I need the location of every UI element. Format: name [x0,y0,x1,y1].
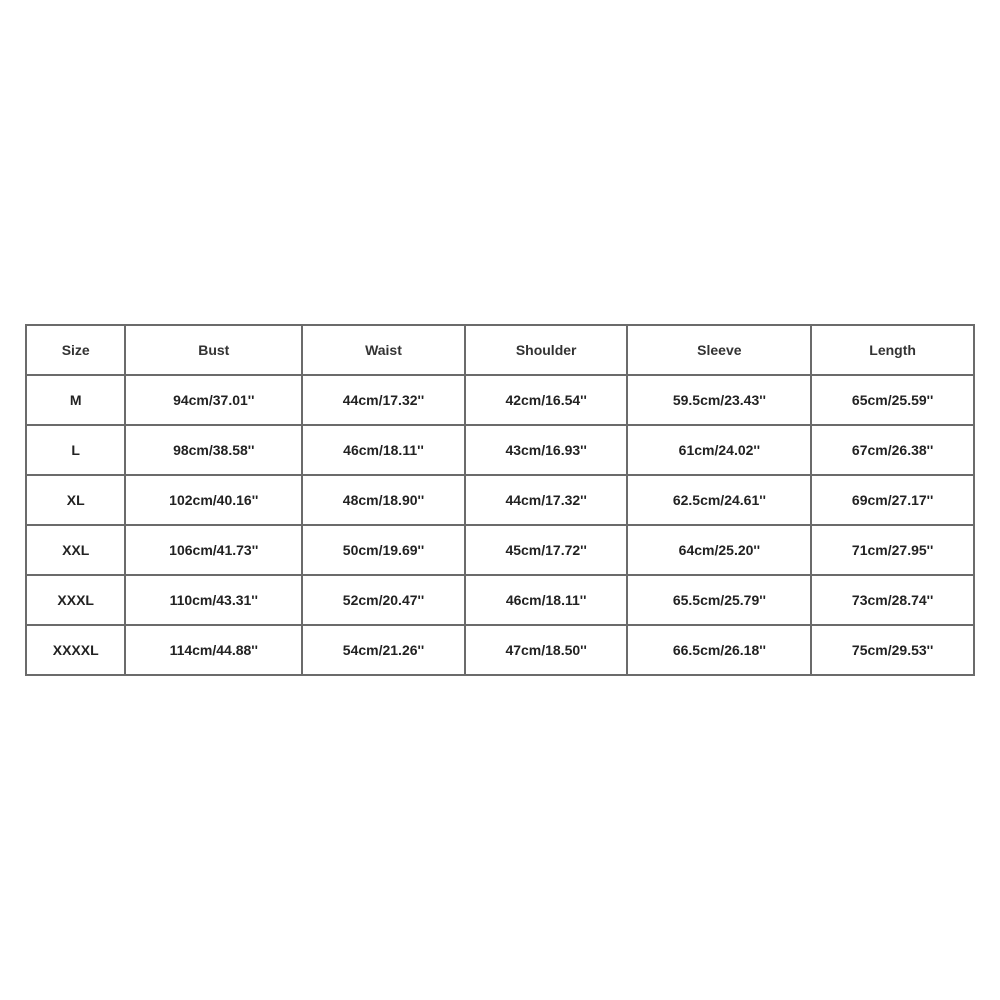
cell-bust: 94cm/37.01'' [125,375,302,425]
size-chart-table [25,324,975,676]
cell-sleeve: 61cm/24.02'' [627,425,811,475]
cell-waist: 54cm/21.26'' [302,625,465,675]
cell-length: 75cm/29.53'' [811,625,974,675]
cell-waist: 52cm/20.47'' [302,575,465,625]
cell-waist: 46cm/18.11'' [302,425,465,475]
table-row [26,525,974,575]
cell-length: 69cm/27.17'' [811,475,974,525]
cell-sleeve: 62.5cm/24.61'' [627,475,811,525]
cell-shoulder: 47cm/18.50'' [465,625,628,675]
table-row [26,375,974,425]
header-length: Length [811,325,974,375]
cell-length: 71cm/27.95'' [811,525,974,575]
table-row [26,475,974,525]
cell-shoulder: 46cm/18.11'' [465,575,628,625]
header-sleeve: Sleeve [627,325,811,375]
cell-bust: 98cm/38.58'' [125,425,302,475]
cell-size: XXXL [26,575,125,625]
cell-sleeve: 66.5cm/26.18'' [627,625,811,675]
header-shoulder: Shoulder [465,325,628,375]
table-row [26,425,974,475]
cell-bust: 114cm/44.88'' [125,625,302,675]
cell-bust: 106cm/41.73'' [125,525,302,575]
cell-size: XXL [26,525,125,575]
cell-waist: 44cm/17.32'' [302,375,465,425]
cell-length: 65cm/25.59'' [811,375,974,425]
cell-waist: 50cm/19.69'' [302,525,465,575]
cell-sleeve: 64cm/25.20'' [627,525,811,575]
header-waist: Waist [302,325,465,375]
cell-size: L [26,425,125,475]
cell-length: 67cm/26.38'' [811,425,974,475]
table-header-row [26,325,974,375]
cell-size: XXXXL [26,625,125,675]
cell-shoulder: 44cm/17.32'' [465,475,628,525]
cell-waist: 48cm/18.90'' [302,475,465,525]
cell-shoulder: 45cm/17.72'' [465,525,628,575]
cell-bust: 110cm/43.31'' [125,575,302,625]
cell-sleeve: 59.5cm/23.43'' [627,375,811,425]
cell-bust: 102cm/40.16'' [125,475,302,525]
table-row [26,575,974,625]
cell-size: XL [26,475,125,525]
cell-shoulder: 43cm/16.93'' [465,425,628,475]
header-bust: Bust [125,325,302,375]
header-size: Size [26,325,125,375]
table-row [26,625,974,675]
cell-size: M [26,375,125,425]
cell-sleeve: 65.5cm/25.79'' [627,575,811,625]
cell-length: 73cm/28.74'' [811,575,974,625]
cell-shoulder: 42cm/16.54'' [465,375,628,425]
